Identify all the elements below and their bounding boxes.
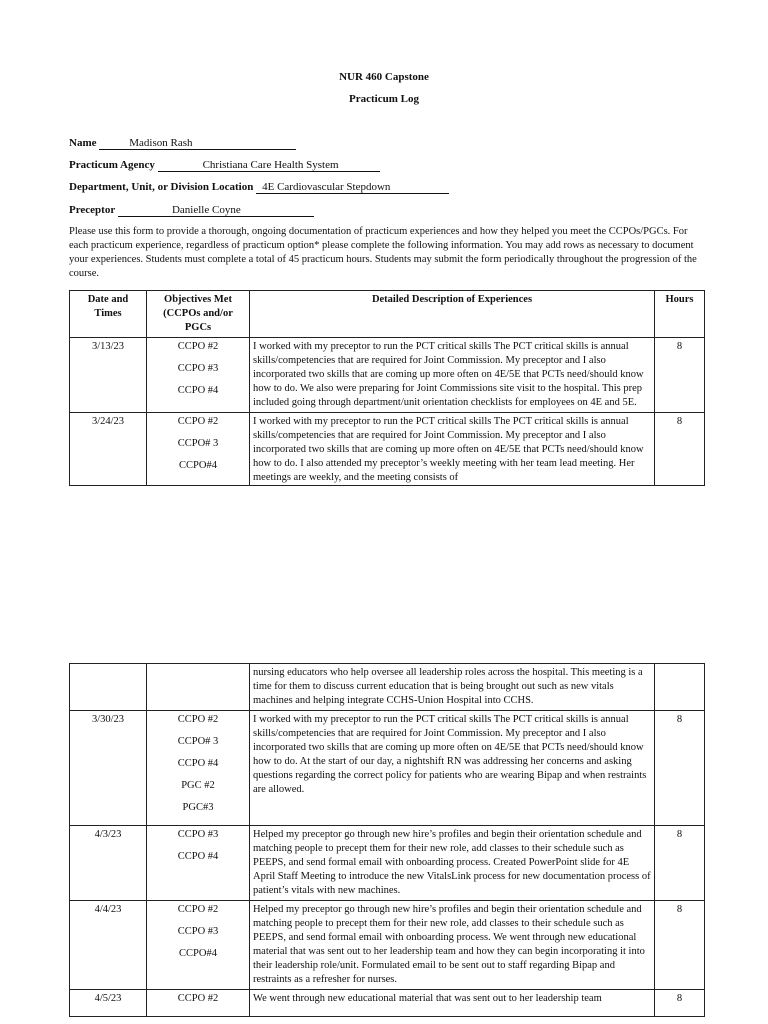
row-hours: 8 xyxy=(655,990,705,1017)
row-date: 3/30/23 xyxy=(70,711,147,826)
row-hours: 8 xyxy=(655,901,705,990)
row-description-text: I worked with my preceptor to run the PCT critical skills The PCT critical skills is annual skills/competencies that are required for Joint Commission. My preceptor and I also incorporated two skills that are coming up more often on 4E/5E that PCTs need/should know how to do. I also attended my preceptor’s weekly meeting with her team lead meeting. Her meetings are weekly, and the meeting consists of xyxy=(253,416,644,483)
agency-field xyxy=(69,159,380,172)
department-value: 4E Cardiovascular Stepdown xyxy=(256,181,449,194)
row-description: We went through new educational material that was sent out to her leadership team xyxy=(250,990,655,1017)
preceptor-value: Danielle Coyne xyxy=(118,204,314,217)
table-row xyxy=(70,664,705,711)
row-objectives xyxy=(147,990,250,1017)
objective: CCPO #2 xyxy=(177,904,219,915)
row-hours xyxy=(655,664,705,711)
objective: CCPO #3 xyxy=(177,926,219,937)
row-objectives xyxy=(147,826,250,901)
table-row xyxy=(70,990,705,1017)
row-description: I worked with my preceptor to run the PCT critical skills The PCT critical skills is annual skills/competencies that are required for Joint Commission. My preceptor and I also incorporated two skills that are coming up more often on 4E/5E that PCTs need/should know how to do. At the start of our day, a nightshift RN was addressing her concerns and asking questions regarding the correct policy for patients who are wearing Bipap and when restraints are allowed. xyxy=(250,711,655,826)
document-title: Practicum Log xyxy=(349,93,419,105)
objective: CCPO #4 xyxy=(177,851,219,862)
header-description: Detailed Description of Experiences xyxy=(250,291,655,338)
row-date xyxy=(70,664,147,711)
table-row xyxy=(70,901,705,990)
row-description xyxy=(250,413,655,486)
objective: CCPO #2 xyxy=(177,993,219,1004)
row-description: I worked with my preceptor to run the PCT critical skills The PCT critical skills is annual skills/competencies that are required for Joint Commission. My preceptor and I also incorporated two skills that are coming up more often on 4E/5E that PCTs need/should know how to do. We also were preparing for Joint Commissions site visit to the hospital. This prep included going through department/unit orientation checklists for employees on 4E and 5E. xyxy=(250,338,655,413)
row-description: nursing educators who help oversee all leadership roles across the hospital. This meeting is a time for them to discuss current education that is being brought out such as new vitals machines and helping integrate CCHS-Union Hospital into CCHS. xyxy=(250,664,655,711)
instructions-paragraph: Please use this form to provide a thorough, ongoing documentation of practicum experiences and how they helped you meet the CCPOs/PGCs. For each practicum experience, regardless of practicum option* please complete the following information. You may add rows as necessary to document your experiences. Students must complete a total of 45 practicum hours. Students may submit the form periodically throughout the progression of the course. xyxy=(69,226,697,279)
practicum-log-table-continued xyxy=(69,663,705,1017)
objective: PGC#3 xyxy=(182,802,214,813)
objective: CCPO #4 xyxy=(177,758,219,769)
row-date: 4/3/23 xyxy=(70,826,147,901)
row-objectives xyxy=(147,901,250,990)
objective: CCPO#4 xyxy=(179,948,217,959)
objective: CCPO# 3 xyxy=(177,438,219,449)
header-objectives: Objectives Met (CCPOs and/or PGCs xyxy=(147,291,250,338)
department-field xyxy=(69,181,449,194)
practicum-log-table xyxy=(69,290,705,486)
row-hours: 8 xyxy=(655,826,705,901)
department-label: Department, Unit, or Division Location xyxy=(69,181,254,193)
agency-label: Practicum Agency xyxy=(69,159,155,171)
row-date: 4/5/23 xyxy=(70,990,147,1017)
row-date: 3/13/23 xyxy=(70,338,147,413)
objective: CCPO #2 xyxy=(177,341,219,352)
objective: CCPO #3 xyxy=(177,829,219,840)
row-description: Helped my preceptor go through new hire’s profiles and begin their orientation schedule and matching people to precept them for their new role, add classes to their schedule such as PEEPS, and send formal email with onboarding process. Created PowerPoint slide for 4E April Staff Meeting to introduce the new VitalsLink process for new documentation process of patient’s vitals with new machines. xyxy=(250,826,655,901)
row-description: Helped my preceptor go through new hire’s profiles and begin their orientation schedule and matching people to precept them for their new role, add classes to their schedule such as PEEPS, and send formal email with onboarding process. We went through new educational material that was sent out to her leadership team and how they can begin incorporating it into their leadership role/unit. Formulated email to be sent out to staff regarding Bipap and restraints as a refresher for nurses. xyxy=(250,901,655,990)
objective: CCPO #3 xyxy=(177,363,219,374)
objective: PGC #2 xyxy=(181,780,215,791)
table-row xyxy=(70,413,705,486)
objective: CCPO #2 xyxy=(177,416,219,427)
objective: CCPO# 3 xyxy=(177,736,219,747)
objective: CCPO #4 xyxy=(177,385,219,396)
row-hours: 8 xyxy=(655,413,705,486)
header-date: Date and Times xyxy=(70,291,147,338)
row-objectives xyxy=(147,413,250,486)
row-objectives xyxy=(147,338,250,413)
table-header-row xyxy=(70,291,705,338)
table-row xyxy=(70,711,705,826)
name-value: Madison Rash xyxy=(99,137,296,150)
preceptor-label: Preceptor xyxy=(69,204,116,216)
objective: CCPO#4 xyxy=(179,460,217,471)
row-date: 3/24/23 xyxy=(70,413,147,486)
table-row xyxy=(70,338,705,413)
row-date: 4/4/23 xyxy=(70,901,147,990)
preceptor-field xyxy=(69,204,314,217)
table-row xyxy=(70,826,705,901)
name-field xyxy=(69,137,296,150)
row-hours: 8 xyxy=(655,338,705,413)
agency-value: Christiana Care Health System xyxy=(158,159,380,172)
header-hours: Hours xyxy=(655,291,705,338)
row-hours: 8 xyxy=(655,711,705,826)
name-label: Name xyxy=(69,137,97,149)
row-objectives xyxy=(147,664,250,711)
objective: CCPO #2 xyxy=(177,714,219,725)
course-title: NUR 460 Capstone xyxy=(339,71,429,83)
row-objectives xyxy=(147,711,250,826)
